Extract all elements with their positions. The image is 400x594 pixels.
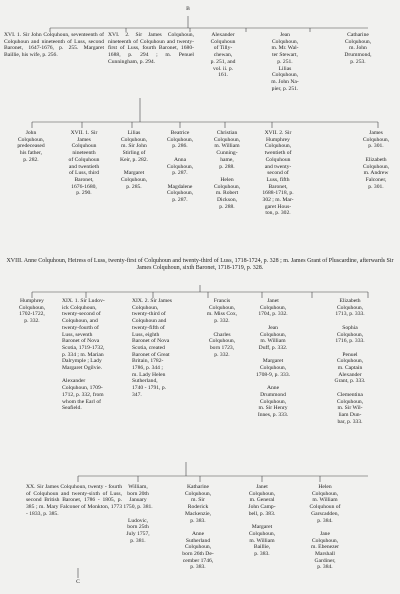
- entry-janet-jean-margaret-anne: Janet Colquhoun, 1704, p. 332. Jean Colquhoun, m. William Duff, p. 332. Margaret Colquhoun, 1708-9, p. 333. Anne Drummond Colquhoun, m. Sir Henry Innes, p. 333.: [255, 298, 291, 418]
- entry-humphrey-colquhoun: Humphrey Colquhoun, 1702-1722, p. 332.: [18, 298, 46, 325]
- entry-francis-charles-colquhoun: Francis Colquhoun, m. Miss Cox, p. 332. Charles Colquhoun, born 1723, p. 332.: [206, 298, 238, 358]
- entry-anne-colquhoun-xviii: XVIII. Anne Colquhoun, Heiress of Luss, twenty-first of Colquhoun and twenty-third of Luss, 1718-1724, p. 328 ; m. James Grant of Pluscardine, afterwards Sir James Colquhoun, sixth Baronet, 1718-1719, p. 328.: [6, 258, 394, 272]
- entry-sir-ludovick-colquhoun-xix-1: XIX. 1. Sir Ludov- ick Colquhoun, twenty-second of Colquhoun, and twenty-fourth of Luss, seventh Baronet of Nova Scotia, 1719-1732, p. 334 ; m. Marian Dalrymple ; Lady Margaret Ogilvie. Alexander Colquhoun, 1709- 1712, p. 332, from whom the Earl of Seafield.: [62, 298, 105, 412]
- entry-alexander-colquhoun: Alexander Colquhoun of Tilly- chewan, p. 251, and vol. ii. p. 161.: [210, 32, 236, 79]
- entry-john-colquhoun-predeceased: John Colquhoun, predeceased his father, p. 282.: [17, 130, 45, 163]
- marker-b: B: [186, 6, 190, 12]
- entry-sir-james-colquhoun-xvi-2: XVI. 2. Sir James Colquhoun, nineteenth of Colquhoun and twenty-first of Luss, fourth Baronet, 1680-1688, p. 294 ; m. Penuel Cunningham, p. 294.: [108, 32, 194, 65]
- entry-beatrice-anna-magdalene: Beatrice Colquhoun, p. 286. Anna Colquhoun, p. 287. Magdalene Colquhoun, p. 287.: [166, 130, 194, 204]
- entry-janet-margaret: Janet Colquhoun, m. General John Camp- bell, p. 383. Margaret Colquhoun, m. William Baillie, p. 383.: [248, 484, 276, 558]
- entry-sir-james-colquhoun-xvii-1: XVII. 1. Sir James Colquhoun nineteenth of Colquhoun and twentieth of Luss, third Baronet, 1676-1680, p. 290.: [68, 130, 100, 197]
- entry-sir-humphrey-colquhoun-xvii-2: XVII. 2. Sir Humphrey Colquhoun, twentieth of Colquhoun and twenty- second of Luss, fifth Baronet, 1688-1718, p. 302 ; m. Mar- garet Hous- ton, p. 302.: [262, 130, 294, 217]
- entry-jean-colquhoun: Jean Colquhoun, m. Mr. Wal- ter Stewart, p. 251. Lilias Colquhoun, m. John Na- pier, p. 251.: [271, 32, 299, 92]
- entry-christian-helen-colquhoun: Christian Colquhoun, m. William Cunning- hame, p. 288. Helen Colquhoun, m. Robert Dickson, p. 288.: [213, 130, 241, 210]
- entry-sir-john-colquhoun-xvi: XVI. 1. Sir John Colquhoun, seventeenth of Colquhoun and nineteenth of Luss, second Baronet, 1647-1676, p. 255. Margaret Baillie, his wife, p. 256.: [4, 32, 104, 59]
- entry-william-ludovic: William, born 20th January 1750, p. 381. Ludovic, born 25th July 1757, p. 381.: [123, 484, 153, 544]
- entry-katharine-anne-sutherland: Katharine Colquhoun, m. Sir Roderick Mackenzie, p. 383. Anne Sutherland Colquhoun, born 26th De- cember 1746, p. 383.: [182, 484, 214, 571]
- entry-sir-james-colquhoun-xix-2: XIX. 2. Sir James Colquhoun, twenty-third of Colquhoun and twenty-fifth of Luss, eighth Baronet of Nova Scotia, created Baronet of Great Britain, 1782- 1786, p. 344 ; m. Lady Helen Sutherland, 1740 - 1791, p. 347.: [132, 298, 172, 398]
- entry-james-elizabeth-colquhoun: James Colquhoun, p. 301. Elizabeth Colquhoun, m. Andrew Falconer, p. 301.: [362, 130, 390, 190]
- entry-catharine-colquhoun: Catharine Colquhoun, m. John Drummond, p. 253.: [344, 32, 372, 65]
- marker-c: C: [76, 579, 80, 585]
- entry-sir-james-colquhoun-xx: XX. Sir James Colquhoun, twenty - fourth of Colquhoun and twenty-sixth of Luss, second British Baronet, 1786 - 1805, p. 385 ; m. Mary Falconer of Monkton, 1773 - 1833, p. 385.: [26, 484, 122, 517]
- entry-helen-jane: Helen Colquhoun, m. William Colquhoun of Garscadden, p. 384. Jane Colquhoun, m. Ebenezer Marshall Gardiner, p. 384.: [309, 484, 341, 571]
- entry-elizabeth-sophia-penuel-clementina: Elizabeth Colquhoun, 1713, p. 333. Sophia Colquhoun, 1716, p. 333. Penuel Colquhoun, m. Captain Alexander Grant, p. 333. Clementina Colquhoun, m. Sir Wil- liam Dun- bar, p. 333.: [334, 298, 366, 425]
- entry-lilias-margaret-colquhoun: Lilias Colquhoun, m. Sir John Stirling of Keir, p. 282. Margaret Colquhoun, p. 285.: [120, 130, 148, 190]
